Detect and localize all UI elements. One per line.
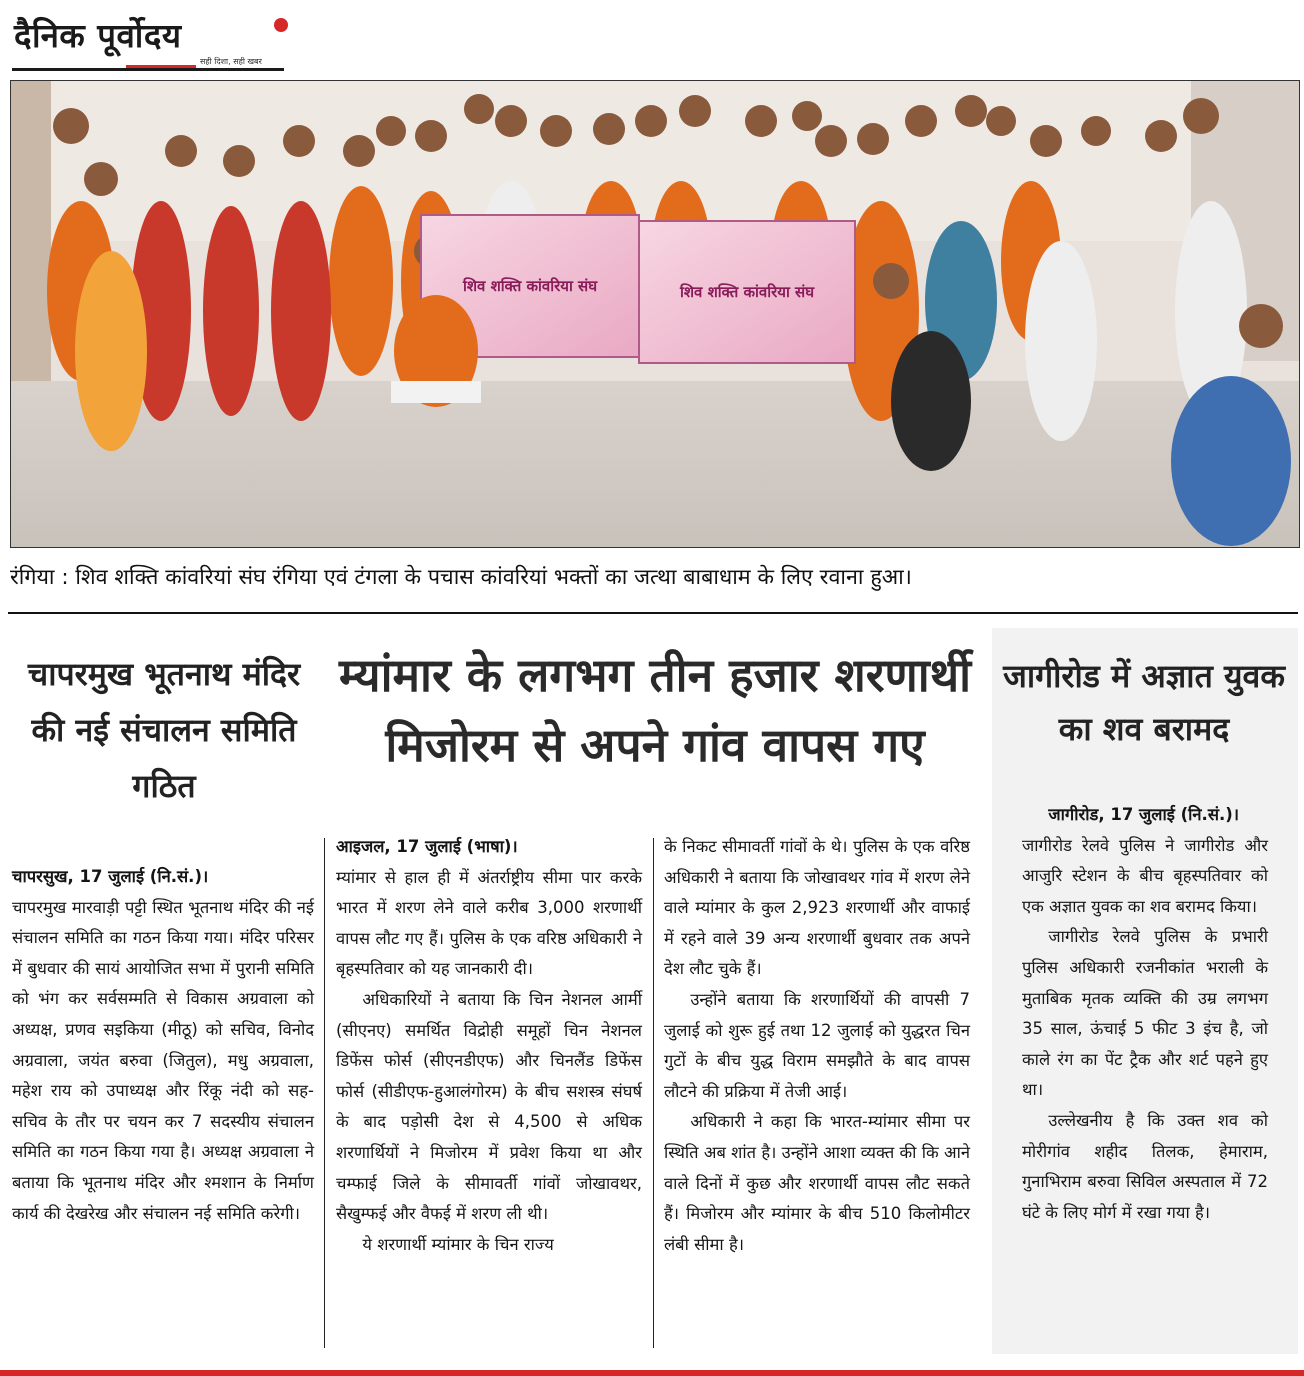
banner-left-text: शिव शक्ति कांवरिया संघ (462, 277, 598, 295)
left-story-headline: चापरमुख भूतनाथ मंदिर की नई संचालन समिति गठित (27, 655, 301, 805)
main-story-paragraph-2: अधिकारियों ने बताया कि चिन नेशनल आर्मी (सीएनए) समर्थित विद्रोही समूहों चिन नेशनल डिफेंस फोर्स (सीएनडीएफ) और चिनलैंड डिफेंस फोर्स (सीडीएफ-हुआलंगोरम) के बीच सशस्त्र संघर्ष के बाद पड़ोसी देश से 4,500 से अधिक शरणार्थियों ने मिजोरम में प्रवेश किया था और चम्फाई जिले के सीमावर्ती गांवों जोखावथर, सैखुम्फई और वैफई में शरण ली थी। (336, 989, 642, 1224)
column-rule (324, 838, 325, 1348)
masthead-rule (12, 68, 284, 71)
group-photo (10, 80, 1300, 548)
main-story-paragraph-6: अधिकारी ने कहा कि भारत-म्यांमार सीमा पर स्थिति अब शांत है। उन्होंने आशा व्यक्त की कि आने वाले दिनों में कुछ और शरणार्थी वापस लौट सकते हैं। मिजोरम और म्यांमार के बीच 510 किलोमीटर लंबी सीमा है। (664, 1112, 970, 1254)
right-story-paragraph-3: उल्लेखनीय है कि उक्त शव को मोरीगांव शहीद तिलक, हेमाराम, गुनाभिराम बरुवा सिविल अस्पताल में 72 घंटे के लिए मोर्ग में रखा गया है। (1022, 1110, 1268, 1222)
banner-right-text: शिव शक्ति कांवरिया संघ (679, 283, 815, 301)
main-story-column-1 (336, 832, 642, 1260)
column-rule (653, 838, 654, 1348)
section-divider (8, 612, 1298, 614)
main-story-column-2 (664, 832, 970, 1260)
masthead-tagline: सही दिशा, सही खबर (200, 57, 262, 66)
masthead-title: दैनिक पूर्वोदय (14, 16, 182, 55)
main-story-paragraph-1: म्यांमार से हाल ही में अंतर्राष्ट्रीय सीमा पार करके भारत में शरण लेने वाले करीब 3,000 शरणार्थी वापस लौट गए हैं। पुलिस के एक वरिष्ठ अधिकारी ने बृहस्पतिवार को यह जानकारी दी। (336, 867, 642, 979)
photo-caption: रंगिया : शिव शक्ति कांवरियां संघ रंगिया एवं टंगला के पचास कांवरियां भक्तों का जत्था बाबाधाम के लिए रवाना हुआ। (10, 565, 912, 590)
group-photo-illustration (11, 81, 1299, 547)
right-story-paragraph-1: जागीरोड रेलवे पुलिस ने जागीरोड और आजुरि स्टेशन के बीच बृहस्पतिवार को एक अज्ञात युवक का शव बरामद किया। (1022, 835, 1268, 916)
main-story-dateline: आइजल, 17 जुलाई (भाषा)। (336, 837, 518, 856)
right-story-body (1022, 800, 1268, 1228)
left-story-dateline: चापरसुख, 17 जुलाई (नि.सं.)। (12, 867, 209, 886)
main-story-paragraph-5: उन्होंने बताया कि शरणार्थियों की वापसी 7 जुलाई को शुरू हुई तथा 12 जुलाई को युद्धरत चिन गुटों के बीच युद्ध विराम समझौते के बाद वापस लौटने की प्रक्रिया में तेजी आई। (664, 989, 970, 1101)
main-story-paragraph-3: ये शरणार्थी म्यांमार के चिन राज्य (362, 1234, 554, 1254)
page-bottom-bar (0, 1370, 1304, 1376)
masthead (12, 8, 287, 72)
left-story-paragraph: चापरमुख मारवाड़ी पट्टी स्थित भूतनाथ मंदिर की नई संचालन समिति का गठन किया गया। मंदिर परिसर में बुधवार की सायं आयोजित सभा में पुरानी समिति को भंग कर सर्वसम्मति से विकास अग्रवाला को अध्यक्ष, प्रणव सइकिया (मीठू) को सचिव, विनोद अग्रवाला, जयंत बरुवा (जितुल), मधु अग्रवाला, महेश राय को उपाध्यक्ष और रिंकू नंदी को सह-सचिव के तौर पर चयन कर 7 सदस्यीय संचालन समिति का गठन किया गया है। अध्यक्ष अग्रवाला ने बताया कि भूतनाथ मंदिर और श्मशान के निर्माण कार्य की देखरेख और संचालन नई समिति करेगी। (12, 897, 314, 1223)
left-story-body (12, 862, 314, 1229)
masthead-logo-dot-icon (274, 18, 288, 32)
main-story-paragraph-4: के निकट सीमावर्ती गांवों के थे। पुलिस के एक वरिष्ठ अधिकारी ने बताया कि जोखावथर गांव में शरण लेने वाले म्यांमार के कुल 2,923 शरणार्थी और वाफाई में रहने वाले 39 अन्य शरणार्थी बुधवार तक अपने देश लौट चुके हैं। (664, 837, 970, 979)
right-story-headline: जागीरोड में अज्ञात युवक का शव बरामद (1003, 657, 1285, 748)
right-story-dateline: जागीरोड, 17 जुलाई (नि.सं.)। (1048, 805, 1240, 824)
right-story-paragraph-2: जागीरोड रेलवे पुलिस के प्रभारी पुलिस अधिकारी रजनीकांत भराली के मुताबिक मृतक व्यक्ति की उम्र लगभग 35 साल, ऊंचाई 5 फीट 3 इंच है, जो काले रंग का पेंट ट्रैक और शर्ट पहने हुए था। (1022, 927, 1268, 1100)
main-story-headline: म्यांमार के लगभग तीन हजार शरणार्थी मिजोरम से अपने गांव वापस गए (338, 648, 972, 772)
